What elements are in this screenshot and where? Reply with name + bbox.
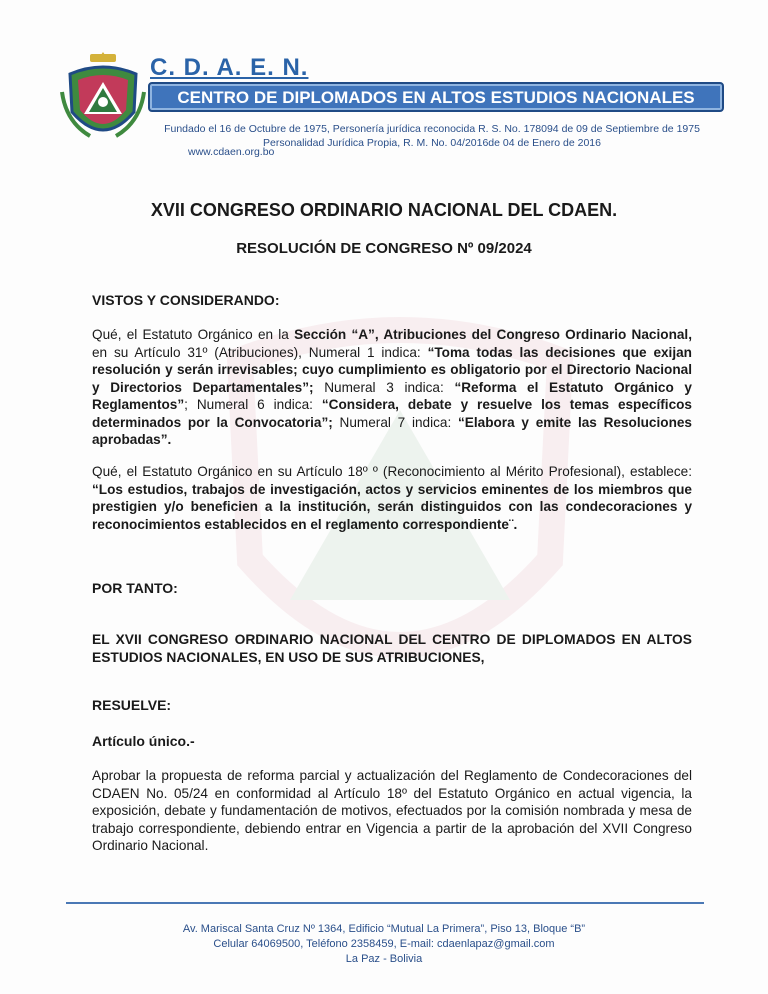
footer-contact: Celular 64069500, Teléfono 2358459, E-mail: cdaenlapaz@gmail.com <box>213 938 555 950</box>
document-title: XVII CONGRESO ORDINARIO NACIONAL DEL CDAEN. <box>150 200 618 220</box>
founding-line-2: Personalidad Jurídica Propia, R. M. No. 04/2016de 04 de Enero de 2016 <box>263 137 601 149</box>
resolution-number: RESOLUCIÓN DE CONGRESO Nº 09/2024 <box>236 240 532 257</box>
footer-city: La Paz - Bolivia <box>345 953 423 965</box>
resuelve-heading: RESUELVE: <box>92 697 172 713</box>
org-name-banner <box>148 82 724 112</box>
website-link[interactable]: www.cdaen.org.bo <box>188 146 275 158</box>
resolution-paragraph: Aprobar la propuesta de reforma parcial y actualización del Reglamento de Condecoraciones del CDAEN No. 05/24 en conformidad al Artículo 18º del Estatuto Orgánico en actual vigencia, la exposición, debate y fundamentación de motivos, efectuados por la comisión nombrada y mesa de trabajo correspondiente, debiendo entrar en Vigencia a partir de la aprobación del XVII Congreso Ordinario Nacional. <box>92 768 692 853</box>
articulo-heading: Artículo único.- <box>92 733 195 749</box>
org-abbreviation: C. D. A. E. N. <box>150 54 309 81</box>
considerando-paragraph-1: Qué, el Estatuto Orgánico en la Sección “A”, Atribuciones del Congreso Ordinario Nacional, en su Artículo 31º (Atribuciones), Numeral 1 indica: “Toma todas las decisiones que exijan resolución y serán irrevisables; cuyo cumplimiento es obligatorio por el Directorio Nacional y Directorios Departamentales”; Numeral 3 indica: “Reforma el Estatuto Orgánico y Reglamentos”; Numeral 6 indica: “Considera, debate y resuelve los temas específicos determinados por la Convocatoria”; Numeral 7 indica: “Elabora y emite las Resoluciones aprobadas”. <box>92 327 692 447</box>
org-name: CENTRO DE DIPLOMADOS EN ALTOS ESTUDIOS NACIONALES <box>177 88 695 107</box>
founding-line-1: Fundado el 16 de Octubre de 1975, Personería jurídica reconocida R. S. No. 178094 de 09 de Septiembre de 1975 <box>164 123 700 135</box>
footer-divider <box>66 902 704 904</box>
vistos-heading: VISTOS Y CONSIDERANDO: <box>92 292 280 308</box>
footer-address: Av. Mariscal Santa Cruz Nº 1364, Edificio “Mutual La Primera”, Piso 13, Bloque “B” <box>182 923 586 935</box>
por-tanto-heading: POR TANTO: <box>92 580 178 596</box>
congreso-statement: EL XVII CONGRESO ORDINARIO NACIONAL DEL CENTRO DE DIPLOMADOS EN ALTOS ESTUDIOS NACIONALES, EN USO DE SUS ATRIBUCIONES, <box>92 632 692 665</box>
considerando-paragraph-2: Qué, el Estatuto Orgánico en su Artículo 18º º (Reconocimiento al Mérito Profesional), establece: “Los estudios, trabajos de investigación, actos y servicios eminentes de los miembros que prestigien y/o beneficien a la institución, serán distinguidos con las condecoraciones y reconocimientos establecidos en el reglamento correspondiente¨. <box>92 464 692 532</box>
